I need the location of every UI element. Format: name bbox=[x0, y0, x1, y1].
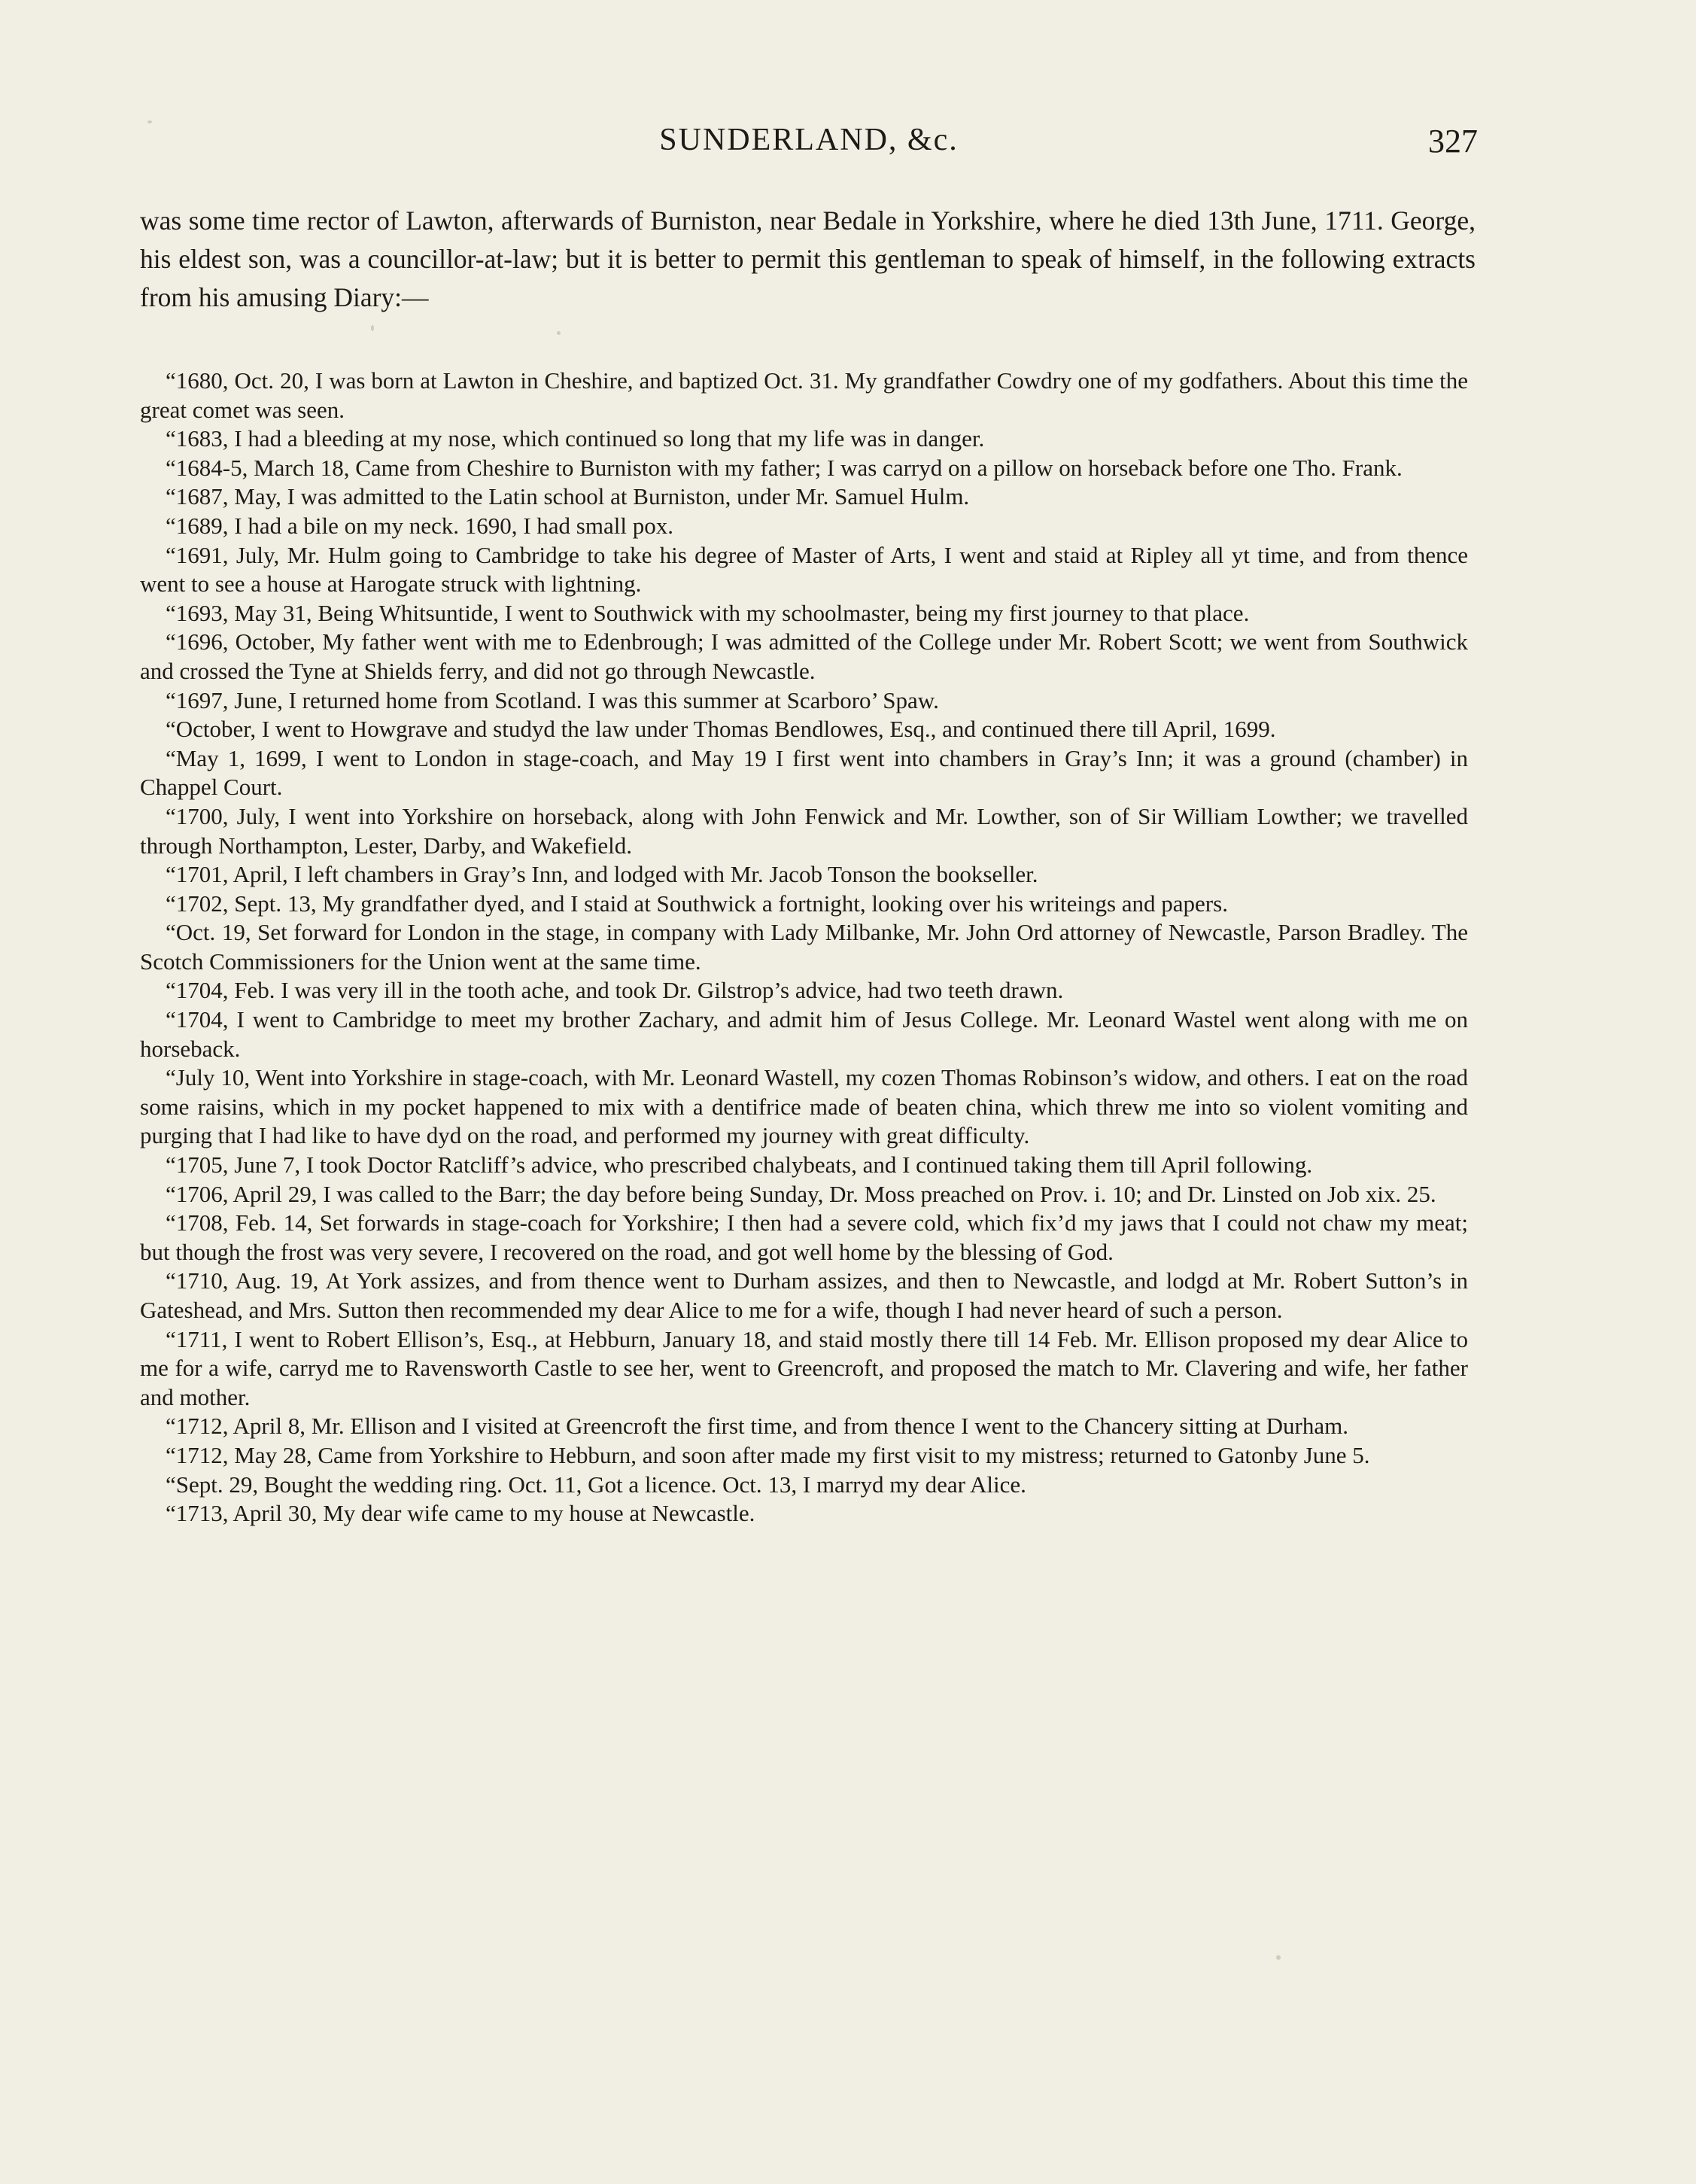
diary-extracts bbox=[140, 367, 1468, 1528]
diary-entry: “1680, Oct. 20, I was born at Lawton in Cheshire, and baptized Oct. 31. My grandfather Cowdry one of my godfathers. About this time the great comet was seen. bbox=[140, 367, 1468, 423]
intro-paragraph bbox=[140, 202, 1476, 317]
diary-entry: “October, I went to Howgrave and studyd the law under Thomas Bendlowes, Esq., and continued there till April, 1699. bbox=[166, 716, 1276, 743]
diary-entry: “1684-5, March 18, Came from Cheshire to Burniston with my father; I was carryd on a pillow on horseback before one Tho. Frank. bbox=[166, 454, 1403, 481]
paper-speck bbox=[371, 325, 374, 331]
running-title: SUNDERLAND, &c. bbox=[659, 123, 959, 157]
diary-entry: “1705, June 7, I took Doctor Ratcliff’s advice, who prescribed chalybeats, and I continued taking them till April following. bbox=[166, 1151, 1313, 1179]
page-number: 327 bbox=[1428, 123, 1478, 160]
diary-entry: “1706, April 29, I was called to the Barr; the day before being Sunday, Dr. Moss preached on Prov. i. 10; and Dr. Linsted on Job xix. 25. bbox=[166, 1180, 1436, 1207]
diary-entry: “1712, May 28, Came from Yorkshire to Hebburn, and soon after made my first visit to my mistress; returned to Gatonby June 5. bbox=[166, 1441, 1370, 1468]
diary-entry: “1689, I had a bile on my neck. 1690, I had small pox. bbox=[166, 512, 673, 539]
diary-entry: “1710, Aug. 19, At York assizes, and from thence went to Durham assizes, and then to Newcastle, and lodgd at Mr. Robert Sutton’s in Gateshead, and Mrs. Sutton then recommended my dear Alice to me for a wife, though I had never heard of such a person. bbox=[140, 1267, 1468, 1323]
diary-entry: “Sept. 29, Bought the wedding ring. Oct. 11, Got a licence. Oct. 13, I marryd my dear Alice. bbox=[166, 1471, 1026, 1498]
paper-speck bbox=[557, 331, 561, 335]
diary-entry: “1700, July, I went into Yorkshire on horseback, along with John Fenwick and Mr. Lowther, son of Sir William Lowther; we travelled through Northampton, Lester, Darby, and Wakefield. bbox=[140, 802, 1468, 859]
diary-entry: “1711, I went to Robert Ellison’s, Esq., at Hebburn, January 18, and staid mostly there till 14 Feb. Mr. Ellison proposed my dear Alice to me for a wife, carryd me to Ravensworth Castle to see her, went to Greencroft, and proposed the match to Mr. Clavering and wife, her father and mother. bbox=[140, 1325, 1468, 1410]
diary-entry: “1696, October, My father went with me to Edenbrough; I was admitted of the College under Mr. Robert Scott; we went from Southwick and crossed the Tyne at Shields ferry, and did not go through Newcastle. bbox=[140, 628, 1468, 684]
diary-entry: “1704, I went to Cambridge to meet my brother Zachary, and admit him of Jesus College. Mr. Leonard Wastel went along with me on horseback. bbox=[140, 1006, 1468, 1062]
diary-entry: “1683, I had a bleeding at my nose, which continued so long that my life was in danger. bbox=[166, 425, 985, 452]
diary-entry: “1702, Sept. 13, My grandfather dyed, and I staid at Southwick a fortnight, looking over his writeings and papers. bbox=[166, 890, 1228, 917]
diary-entry: “Oct. 19, Set forward for London in the stage, in company with Lady Milbanke, Mr. John Ord attorney of Newcastle, Parson Bradley. The Scotch Commissioners for the Union went at the same time. bbox=[140, 919, 1468, 975]
diary-entry: “May 1, 1699, I went to London in stage-coach, and May 19 I first went into chambers in Gray’s Inn; it was a ground (chamber) in Chappel Court. bbox=[140, 744, 1468, 801]
diary-entry: “July 10, Went into Yorkshire in stage-coach, with Mr. Leonard Wastell, my cozen Thomas Robinson’s widow, and others. I eat on the road some raisins, which in my pocket happened to mix with a dentifrice made of beaten china, which threw me into so violent vomiting and purging that I had like to have dyd on the road, and performed my journey with great difficulty. bbox=[140, 1064, 1468, 1149]
page-header bbox=[140, 122, 1478, 167]
diary-entry: “1687, May, I was admitted to the Latin school at Burniston, under Mr. Samuel Hulm. bbox=[166, 483, 970, 510]
diary-entry: “1691, July, Mr. Hulm going to Cambridge to take his degree of Master of Arts, I went and staid at Ripley all yt time, and from thence went to see a house at Harogate struck with lightning. bbox=[140, 541, 1468, 598]
diary-entry: “1704, Feb. I was very ill in the tooth ache, and took Dr. Gilstrop’s advice, had two teeth drawn. bbox=[166, 977, 1064, 1004]
diary-entry: “1701, April, I left chambers in Gray’s Inn, and lodged with Mr. Jacob Tonson the bookseller. bbox=[166, 861, 1038, 888]
diary-entry: “1713, April 30, My dear wife came to my house at Newcastle. bbox=[166, 1500, 755, 1527]
diary-entry: “1708, Feb. 14, Set forwards in stage-coach for Yorkshire; I then had a severe cold, which fix’d my jaws that I could not chaw my meat; but though the frost was very severe, I recovered on the road, and got well home by the blessing of God. bbox=[140, 1209, 1468, 1265]
diary-entry: “1693, May 31, Being Whitsuntide, I went to Southwick with my schoolmaster, being my first journey to that place. bbox=[166, 599, 1250, 626]
paper-speck bbox=[147, 120, 152, 123]
intro-text: was some time rector of Lawton, afterwards of Burniston, near Bedale in Yorkshire, where he died 13th June, 1711. George, his eldest son, was a councillor-at-law; but it is better to permit this gentleman to speak of himself, in the following extracts from his amusing Diary:— bbox=[140, 205, 1476, 312]
paper-speck bbox=[1276, 1955, 1281, 1960]
diary-entry: “1697, June, I returned home from Scotland. I was this summer at Scarboro’ Spaw. bbox=[166, 686, 939, 713]
diary-entry: “1712, April 8, Mr. Ellison and I visited at Greencroft the first time, and from thence I went to the Chancery sitting at Durham. bbox=[166, 1413, 1348, 1440]
